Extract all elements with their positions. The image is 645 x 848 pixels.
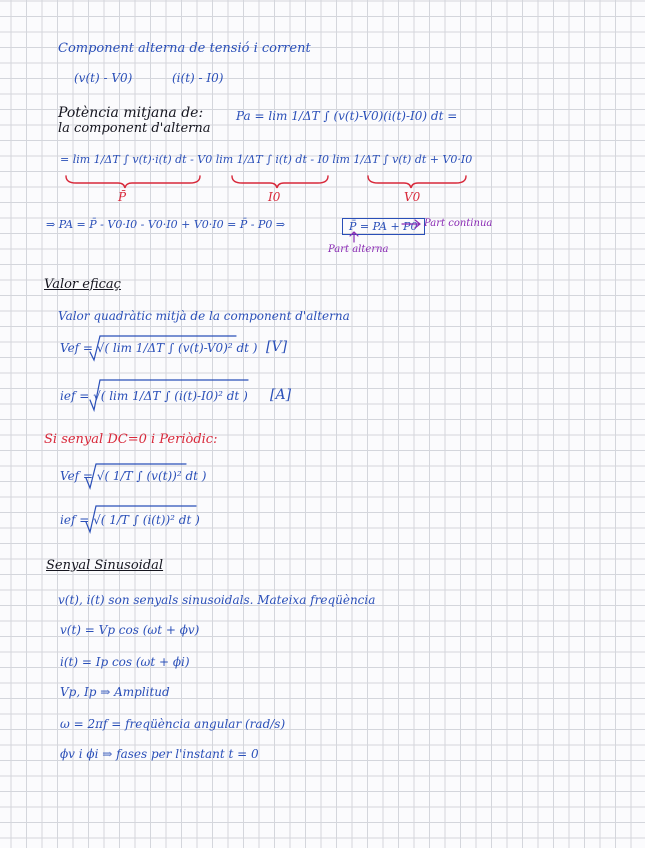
brace-i0 <box>232 176 328 188</box>
section2-title: Valor eficaç <box>44 277 121 292</box>
vef-periodic: Vef = √( 1/T ∫ (v(t))² dt ) <box>60 469 207 483</box>
section2-subtitle: Valor quadràtic mitjà de la component d'alterna <box>58 309 350 323</box>
sinus-line2: v(t) = Vp cos (ωt + ϕv) <box>60 623 200 637</box>
brace-p <box>66 176 200 188</box>
part-continua-label: Part continua <box>424 218 493 229</box>
section3-title: Senyal Sinusoidal <box>46 558 164 573</box>
expand-expression: = lim 1/ΔT ∫ v(t)·i(t) dt - V0 lim 1/ΔT ∫ i(t) dt - I0 lim 1/ΔT ∫ v(t) dt + V0·I0 <box>60 153 473 166</box>
red-note: Si senyal DC=0 i Periòdic: <box>44 432 218 447</box>
sinus-line6: ϕv i ϕi ⇒ fases per l'instant t = 0 <box>60 747 259 761</box>
pair-voltage: (v(t) - V0) <box>74 71 133 85</box>
sinus-line3: i(t) = Ip cos (ωt + ϕi) <box>60 655 190 669</box>
pot-label-line1: Potència mitjana de: <box>58 105 204 121</box>
boxed-result: P̄ = PA + P0 <box>342 218 425 235</box>
pair-current: (i(t) - I0) <box>172 71 224 85</box>
sinus-line5: ω = 2πf = freqüència angular (rad/s) <box>60 717 286 731</box>
ief-expression: ief = √( lim 1/ΔT ∫ (i(t)-I0)² dt ) <box>60 389 248 403</box>
ief-periodic: ief = √( 1/T ∫ (i(t))² dt ) <box>60 513 200 527</box>
sinus-line4: Vp, Ip ⇒ Amplitud <box>60 685 170 699</box>
part-alterna-label: Part alterna <box>328 244 389 255</box>
section1-title: Component alterna de tensió i corrent <box>58 41 311 56</box>
pot-label-line2: la component d'alterna <box>58 121 211 136</box>
ief-unit: [A] <box>270 387 292 403</box>
result-expression: ⇒ PA = P̄ - V0·I0 - V0·I0 + V0·I0 = P̄ - P0 ⇒ <box>46 218 286 231</box>
brace-label-i0: I0 <box>268 190 281 204</box>
vef-expression: Vef = √( lim 1/ΔT ∫ (v(t)-V0)² dt ) <box>60 341 258 355</box>
brace-v0 <box>368 176 466 188</box>
vef-unit: [V] <box>266 339 288 355</box>
sinus-line1: v(t), i(t) son senyals sinusoidals. Mateixa freqüència <box>58 593 376 607</box>
pot-expression: Pa = lim 1/ΔT ∫ (v(t)-V0)(i(t)-I0) dt = <box>236 109 458 123</box>
brace-label-v0: V0 <box>404 190 421 204</box>
brace-label-p: P̄ <box>118 190 127 204</box>
